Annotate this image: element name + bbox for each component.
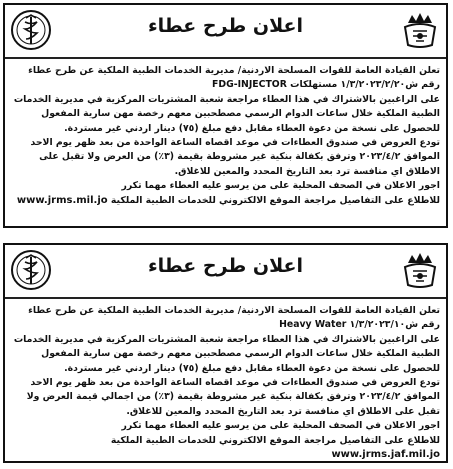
notice-header bbox=[5, 245, 446, 299]
notice-fees: اجور الاعلان في الصحف المحلية على من يرسو عليه العطاء مهما تكرر bbox=[121, 420, 440, 432]
notice-website-line bbox=[11, 434, 440, 463]
notice-intro bbox=[11, 64, 440, 93]
tender-item: Heavy Water bbox=[279, 319, 347, 331]
notice-body bbox=[5, 299, 446, 462]
notice-intro bbox=[11, 304, 440, 333]
notice-body bbox=[5, 59, 446, 208]
tender-notice-1 bbox=[3, 3, 448, 228]
notice-deposit: تودع العروض في صندوق العطاءات في موعد اقصاه الساعة الواحدة من بعد ظهر يوم الاحد الموافق ٢٠٢٣/٤/٢ وترفق بكفالة بنكية غير مشروطة بقيمة (٣٪) من اجمالي قيمة العرض ولا تقبل على الاطلاق اي منافسة ترد بعد التاريخ المحدد والمعين للاغلاق. bbox=[26, 377, 440, 417]
notice-participants: على الراغبين بالاشتراك في هذا العطاء مراجعة شعبة المشتريات المركزية في مديرية الخدمات الطبية الملكية خلال ساعات الدوام الرسمي مصطحبين معهم رخصة مهن سارية المفعول للحصول على نسخة من دعوة العطاء مقابل دفع مبلغ (٧٥) دينار اردني غير مستردة. bbox=[13, 333, 440, 374]
website-link[interactable]: www.jrms.mil.jo bbox=[16, 194, 108, 206]
notice-title: اعلان طرح عطاء bbox=[147, 15, 304, 37]
notice-header bbox=[5, 5, 446, 59]
notice-participants: على الراغبين بالاشتراك في هذا العطاء مراجعة شعبة المشتريات المركزية في مديرية الخدمات الطبية الملكية خلال ساعات الدوام الرسمي مصطحبين معهم رخصة مهن سارية المفعول للحصول على نسخة من دعوة العطاء مقابل دفع مبلغ (٧٥) دينار اردني غير مستردة. bbox=[13, 93, 440, 134]
tender-notice-2 bbox=[3, 243, 448, 463]
website-label: للاطلاع على التفاصيل مراجعة الموقع الالكتروني للخدمات الطبية الملكية bbox=[110, 194, 440, 206]
website-link[interactable]: www.jrms.jaf.mil.jo bbox=[331, 449, 440, 461]
website-label: للاطلاع على التفاصيل مراجعة الموقع الالكتروني للخدمات الطبية الملكية bbox=[110, 434, 440, 446]
tender-item: FDG-INJECTOR bbox=[212, 79, 287, 91]
notice-website-line bbox=[11, 194, 440, 208]
notice-fees: اجور الاعلان في الصحف المحلية على من يرسو عليه العطاء مهما تكرر bbox=[121, 180, 440, 192]
notice-title: اعلان طرح عطاء bbox=[147, 255, 304, 277]
notice-deposit: تودع العروض في صندوق العطاءات في موعد اقصاه الساعة الواحدة من بعد ظهر يوم الاحد الموافق ٢٠٢٣/٤/٢ وترفق بكفالة بنكية غير مشروطة بقيمة (٣٪) من العرض ولا تقبل على الاطلاق اي منافسة ترد بعد التاريخ المحدد والمعين للاغلاق. bbox=[30, 137, 440, 177]
jaf-crown-emblem-icon bbox=[399, 249, 441, 291]
jaf-crown-emblem-icon bbox=[399, 9, 441, 51]
notice-intro-text: تعلن القيادة العامة للقوات المسلحة الاردنية/ مديرية الخدمات الطبية الملكية عن طرح عطاء رقم ش١/٣/٢٠٢٣/١٠ bbox=[28, 305, 440, 331]
notice-intro-text: تعلن القيادة العامة للقوات المسلحة الاردنية/ مديرية الخدمات الطبية الملكية عن طرح عطاء رقم ش١/٣/٢٠٢٣/٢/٢٠ مستهلكات bbox=[28, 65, 440, 91]
